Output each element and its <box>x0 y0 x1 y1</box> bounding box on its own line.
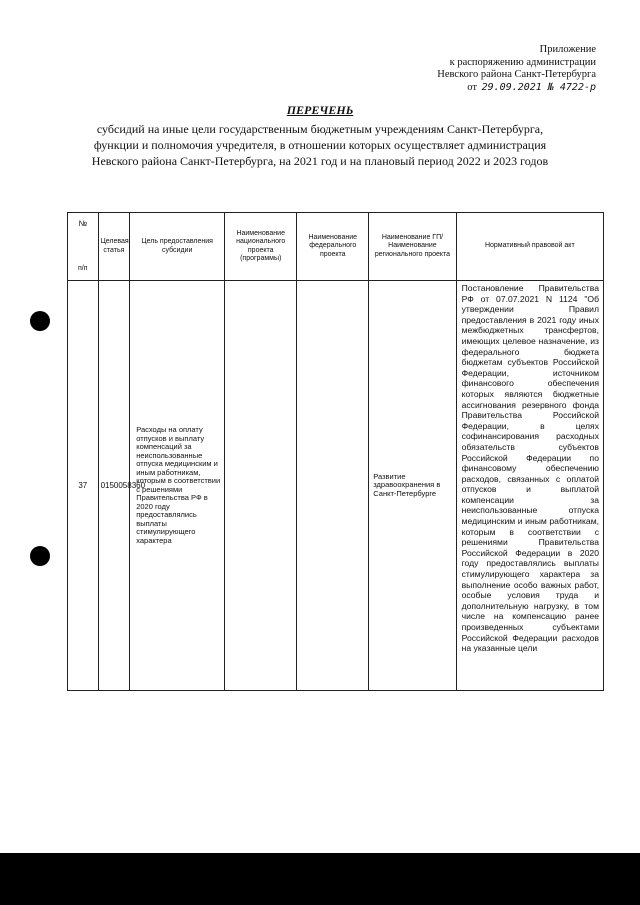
header-number-sign: № <box>78 219 88 228</box>
handwritten-date-number: 29.09.2021 № 4722-р <box>481 81 596 93</box>
header-subsidy-aim: Цель предоставления субсидии <box>130 213 225 281</box>
row-national-project <box>225 281 297 691</box>
header-number <box>68 213 99 281</box>
binder-hole-bottom <box>30 546 50 566</box>
header-target-article: Целевая статья <box>98 213 130 281</box>
row-number: 37 <box>68 281 99 691</box>
binder-hole-top <box>30 311 50 331</box>
document-title: ПЕРЕЧЕНЬ <box>286 103 354 117</box>
row-target-article: 0150058360 <box>98 281 130 691</box>
document-subtitle: субсидий на иные цели государственным бюджетным учреждениям Санкт-Петербурга, функции и полномочия учредителя, в отношении которых осуществляет администрация Невского района Санкт-Петербурга, на 2021 год и на плановый период 2022 и 2023 годов <box>91 122 549 168</box>
appendix-line-3: Невского района Санкт-Петербурга <box>437 69 596 80</box>
appendix-line-4 <box>437 82 596 95</box>
row-legal-act: Постановление Правительства РФ от 07.07.2021 N 1124 "Об утверждении Правил предоставления в 2021 году иных межбюджетных трансфертов, имеющих целевое назначение, из федерального бюджета бюджетам субъектов Российской Федерации, источником финансового обеспечения которых являются бюджетные ассигнования резервного фонда Правительства Российской Федерации, в целях софинансирования расходных обязательств субъектов Российской Федерации по финансовому обеспечению расходов, связанных с оплатой отпусков и выплатой компенсации за неиспользованные отпуска медицинским и иным работникам, которым в соответствии с решениями Правительства Российской Федерации в 2020 году предоставлялись выплаты стимулирующего характера за выполнение особо важных работ, особые условия труда и дополнительную нагрузку, в том числе на компенсацию ранее произведенных субъектами Российской Федерации расходов на указанные цели <box>456 281 603 691</box>
header-legal-act: Нормативный правовой акт <box>456 213 603 281</box>
appendix-date-prefix: от <box>467 81 477 93</box>
row-federal-project <box>297 281 369 691</box>
appendix-block <box>437 44 596 94</box>
row-regional-project: Развитие здравоохранения в Санкт-Петербурге <box>369 281 456 691</box>
appendix-line-2: к распоряжению администрации <box>449 56 596 68</box>
header-national-project: Наименование национального проекта (программы) <box>225 213 297 281</box>
subsidy-table <box>67 212 604 691</box>
scan-bottom-edge <box>0 853 640 905</box>
row-subsidy-aim: Расходы на оплату отпусков и выплату компенсаций за неиспользованные отпуска медицинским и иным работникам, которым в соответствии с решениями Правительства РФ в 2020 году предоставлялись выплаты стимулирующего характера <box>130 281 225 691</box>
header-federal-project: Наименование федерального проекта <box>297 213 369 281</box>
header-regional-project: Наименование ГП/Наименование регионального проекта <box>369 213 456 281</box>
table-header-row <box>68 213 604 281</box>
appendix-line-1: Приложение <box>539 44 596 55</box>
header-number-pp: п/п <box>78 264 88 272</box>
table-row <box>68 281 604 691</box>
